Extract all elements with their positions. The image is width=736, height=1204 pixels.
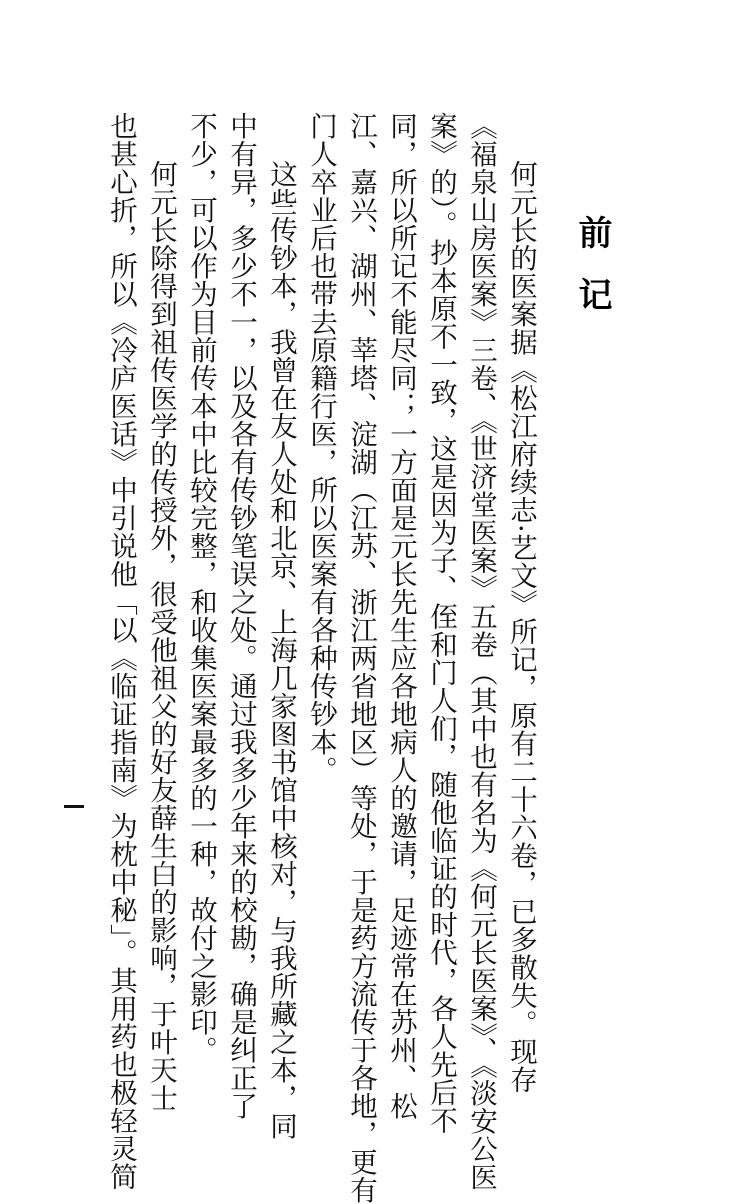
text-column-6: 门人卒业后也带去原籍行医，所以医案有各种传钞本。 bbox=[305, 112, 337, 784]
text-column-2: 《福泉山房医案》三卷、《世济堂医案》五卷（其中也有名为《何元长医案》、《淡安公医 bbox=[465, 112, 497, 1191]
text-column-3: 案》的）。抄本原不一致，这是因为子、侄和门人们，随他临证的时代，各人先后不 bbox=[425, 112, 457, 1135]
text-column-4: 同，所以所记不能尽同；一方面是元长先生应各地病人的邀请，足迹常在苏州、松 bbox=[385, 112, 417, 1120]
text-column-11: 也甚心折，所以《冷庐医话》中引说他「以《临证指南》为枕中秘」。其用药也极轻灵简 bbox=[105, 112, 137, 1191]
text-column-9: 不少，可以作为目前传本中比较完整，和收集医案最多的一种，故付之影印。 bbox=[185, 112, 217, 1064]
text-column-1: 何元长的医案据《松江府续志·艺文》所记，原有二十六卷，已多散失。现存 bbox=[505, 160, 537, 1094]
page-number bbox=[64, 805, 84, 808]
text-column-7: 这些传钞本，我曾在友人处和北京、上海几家图书馆中核对，与我所藏之本，同 bbox=[265, 160, 297, 1140]
text-column-8: 中有异，多少不一，以及各有传钞笔误之处。通过我多少年来的校勘，确是纠正了 bbox=[225, 112, 257, 1120]
text-column-5: 江、嘉兴、湖州、莘塔、淀湖（江苏、浙江两省地区）等处，于是药方流传于各地，更有 bbox=[345, 112, 377, 1204]
text-column-10: 何元长除得到祖传医学的传授外，很受他祖父的好友薛生白的影响，于叶天士 bbox=[145, 160, 177, 1112]
page-title: 前记 bbox=[572, 215, 612, 339]
